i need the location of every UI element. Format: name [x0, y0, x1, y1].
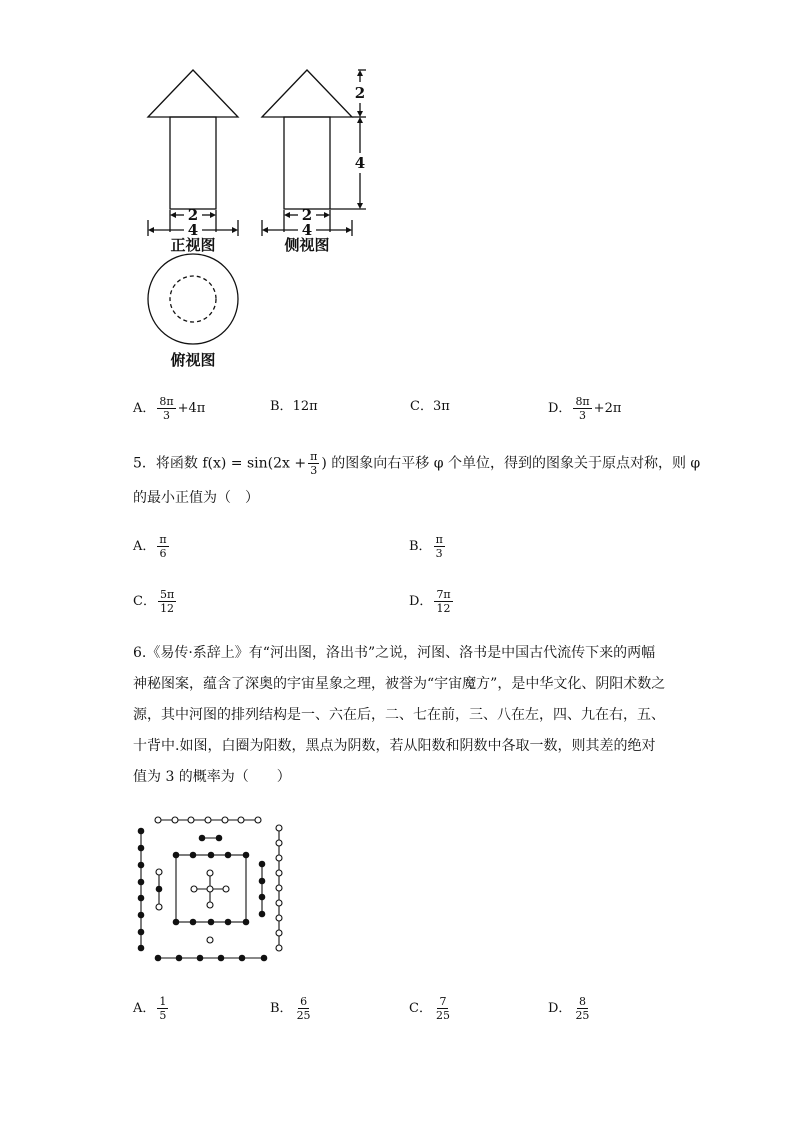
q4-option-b[interactable]: B．12π [270, 399, 318, 414]
dim-height: 4 [354, 154, 366, 172]
top-view-label: 俯视图 [170, 351, 216, 369]
q6-stem-line3: 源，其中河图的排列结构是一、六在后，二、七在前，三、八在左，四、九在右，五、 [133, 707, 665, 723]
side-view-label: 侧视图 [284, 236, 330, 254]
front-body [170, 117, 216, 209]
top-outer-circle [148, 254, 238, 344]
q6-option-b[interactable]: B． $\frac{6}{25}$ [270, 995, 311, 1022]
top-inner-circle [170, 276, 216, 322]
dim-top: 2 [354, 84, 366, 102]
q6-stem-line1: 6.《易传·系辞上》有“河出图，洛出书”之说，河图、洛书是中国古代流传下来的两幅 [133, 645, 656, 661]
q5-option-c[interactable]: C． $\frac{5\pi}{12}$ [133, 588, 175, 615]
q4-option-c[interactable]: C．3π [410, 399, 450, 414]
q6-stem-line5: 值为 3 的概率为（ ） [133, 769, 291, 785]
q5-option-d[interactable]: D． $\frac{7\pi}{12}$ [409, 588, 451, 615]
q4-option-d[interactable]: D． $\frac{8\pi}{3}$ +2π [548, 395, 622, 422]
q5-option-b[interactable]: B． $\frac{\pi}{3}$ [409, 533, 443, 560]
q6-option-c[interactable]: C． $\frac{7}{25}$ [409, 995, 450, 1022]
q6-option-d[interactable]: D． $\frac{8}{25}$ [548, 995, 590, 1022]
side-roof [262, 70, 352, 117]
dim-front-inner: 2 [187, 206, 199, 224]
three-view-figure [130, 60, 380, 380]
q6-stem-line4: 十背中.如图，白圈为阳数，黑点为阴数，若从阳数和阴数中各取一数，则其差的绝对 [133, 738, 656, 754]
q5-option-a[interactable]: A． $\frac{\pi}{6}$ [133, 533, 167, 560]
dim-side-outer: 4 [301, 221, 313, 239]
dim-front-outer: 4 [187, 221, 199, 239]
q5-stem-line2: 的最小正值为（ ） [133, 490, 259, 506]
front-roof [148, 70, 238, 117]
q6-stem-line2: 神秘图案，蕴含了深奥的宇宙星象之理，被誉为“宇宙魔方”，是中华文化、阴阳术数之 [133, 676, 666, 692]
hetu-diagram [132, 812, 292, 967]
dim-side-inner: 2 [301, 206, 313, 224]
q6-option-a[interactable]: A． $\frac{1}{5}$ [133, 995, 167, 1022]
side-body [284, 117, 330, 209]
q4-option-a[interactable]: A． $\frac{8\pi}{3}$ +4π [133, 395, 206, 422]
front-view-label: 正视图 [170, 236, 216, 254]
q5-stem-line1: 5．将函数 f(x) = sin(2x + $\frac{\pi}{3}$ ) 的图象向右平移 φ 个单位，得到的图象关于原点对称，则 φ [133, 450, 701, 477]
